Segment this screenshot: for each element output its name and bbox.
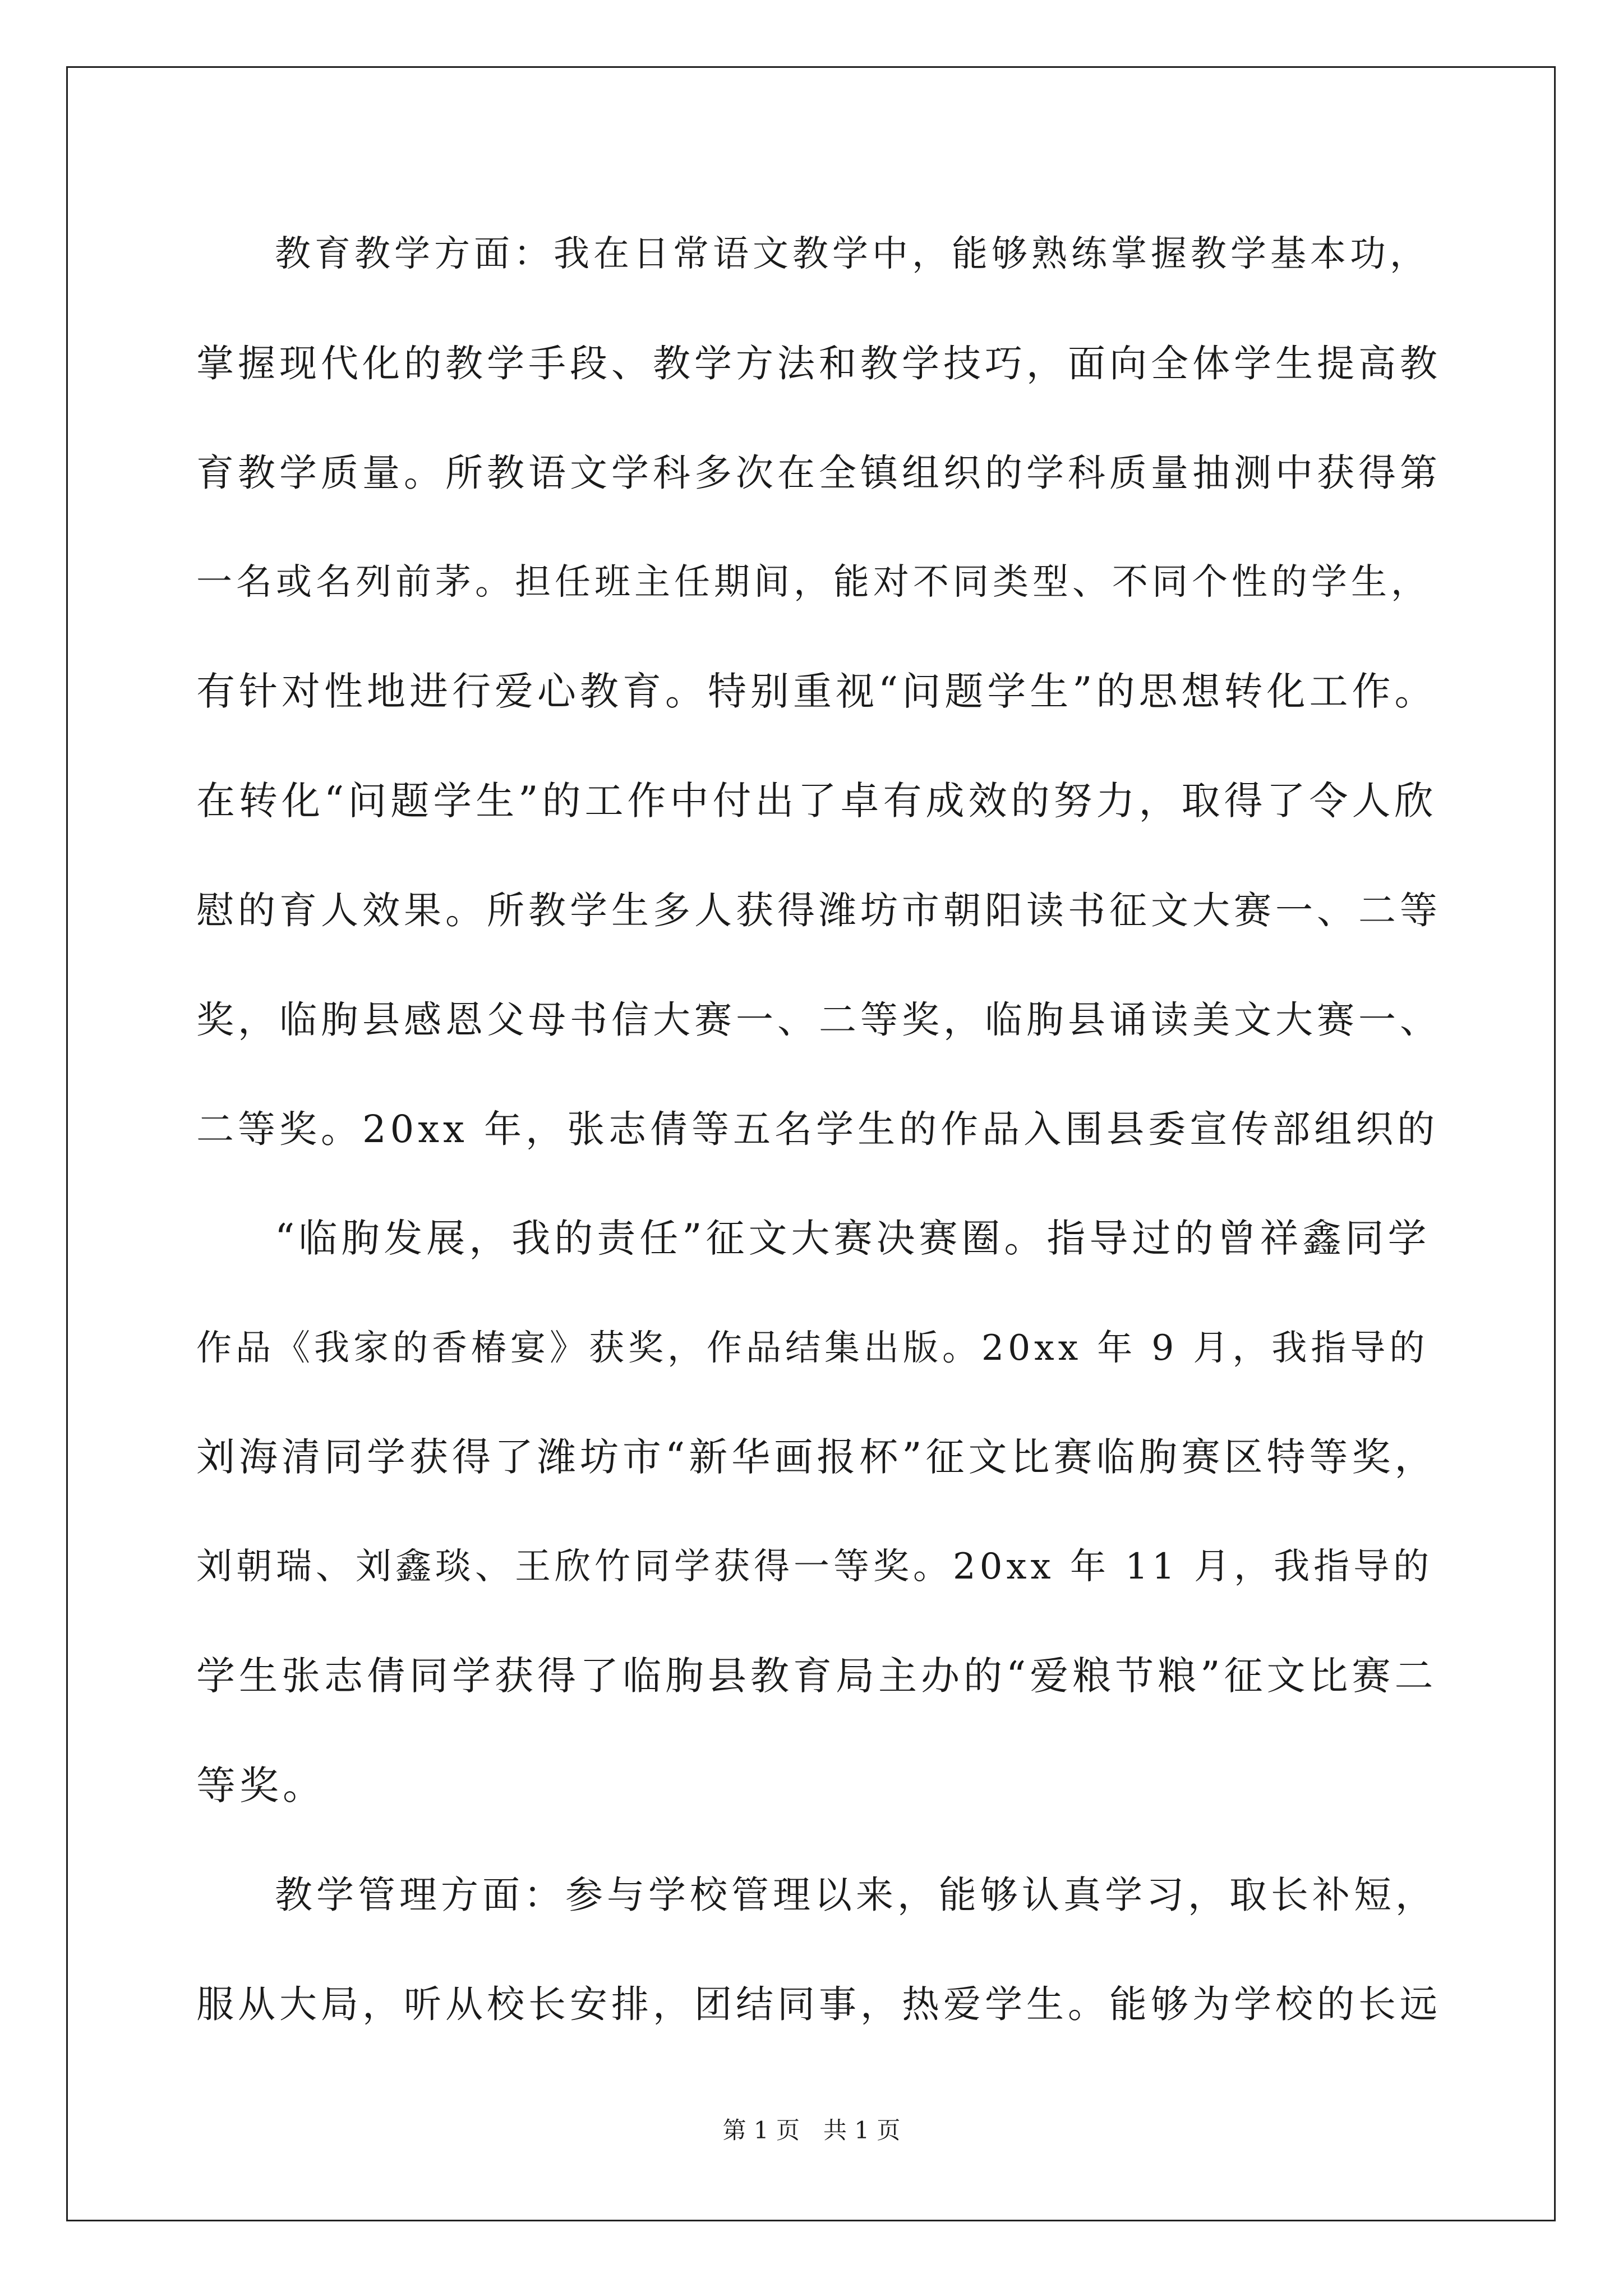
text-line: 奖，临朐县感恩父母书信大赛一、二等奖，临朐县诵读美文大赛一、 [196, 998, 1441, 1042]
text-line: 学生张志倩同学获得了临朐县教育局主办的“爱粮节粮”征文比赛二 [196, 1654, 1437, 1699]
text-line: 教学管理方面：参与学校管理以来，能够认真学习，取长补短， [275, 1873, 1437, 1917]
text-line: 等奖。 [196, 1763, 326, 1809]
text-line: 掌握现代化的教学手段、教学方法和教学技巧，面向全体学生提高教 [196, 342, 1441, 385]
text-line: 教育教学方面：我在日常语文教学中，能够熟练掌握教学基本功， [275, 233, 1430, 275]
text-line: 育教学质量。所教语文学科多次在全镇组织的学科质量抽测中获得第 [196, 451, 1441, 495]
text-line: 刘海清同学获得了潍坊市“新华画报杯”征文比赛临朐赛区特等奖， [196, 1435, 1437, 1480]
page-footer: 第 1 页 共 1 页 [722, 2116, 901, 2144]
text-line: 一名或名列前茅。担任班主任期间，能对不同类型、不同个性的学生， [196, 562, 1431, 603]
text-line: “临朐发展，我的责任”征文大赛决赛圈。指导过的曾祥鑫同学 [275, 1216, 1431, 1261]
text-line: 服从大局，听从校长安排，团结同事，热爱学生。能够为学校的长远 [196, 1982, 1441, 2026]
text-line: 有针对性地进行爱心教育。特别重视“问题学生”的思想转化工作。 [196, 669, 1437, 714]
text-line: 刘朝瑞、刘鑫琰、王欣竹同学获得一等奖。20xx 年 11 月，我指导的 [196, 1546, 1433, 1588]
text-line: 作品《我家的香椿宴》获奖，作品结集出版。20xx 年 9 月，我指导的 [196, 1327, 1429, 1368]
text-line: 慰的育人效果。所教学生多人获得潍坊市朝阳读书征文大赛一、二等 [196, 889, 1441, 932]
text-line: 二等奖。20xx 年，张志倩等五名学生的作品入围县委宣传部组织的 [196, 1107, 1439, 1151]
text-line: 在转化“问题学生”的工作中付出了卓有成效的努力，取得了令人欣 [196, 779, 1437, 823]
